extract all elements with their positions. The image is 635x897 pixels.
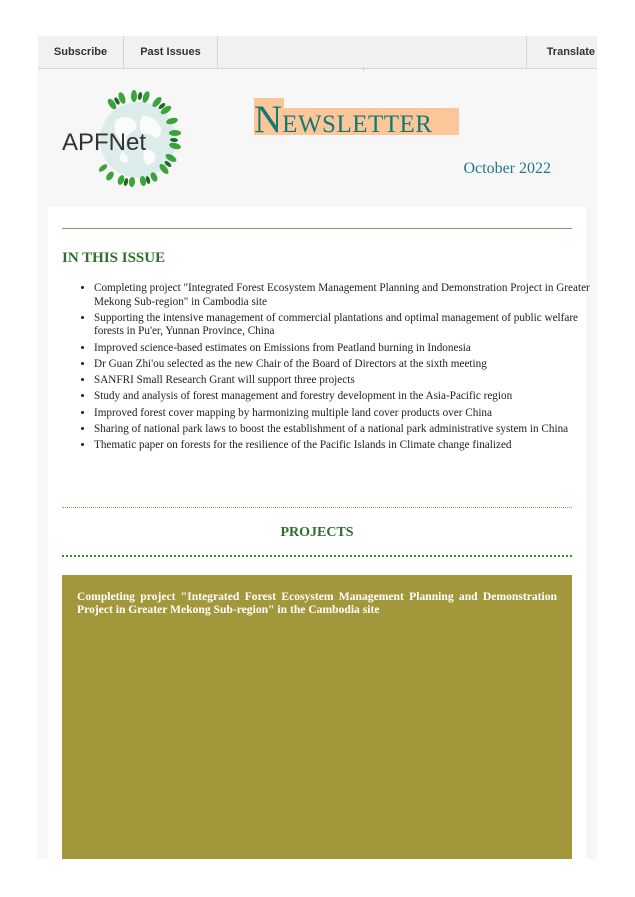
title-initial: N — [254, 98, 283, 141]
subscribe-link[interactable]: Subscribe — [38, 36, 124, 68]
list-item: • Supporting the intensive management of commercial plantations and optimal management of public welfare forests in Pu'er, Yunnan Province, China — [94, 312, 592, 339]
dotted-divider — [62, 507, 572, 508]
apfnet-logo-icon — [60, 90, 190, 190]
apfnet-logo — [60, 90, 190, 190]
project-feature-box — [62, 575, 572, 859]
projects-heading: PROJECTS — [280, 525, 354, 540]
list-item: • Study and analysis of forest management and forestry development in the Asia-Pacific region — [94, 390, 592, 404]
title-rest: EWSLETTER — [282, 111, 433, 138]
list-item: • Sharing of national park laws to boost the establishment of a national park administrative system in China — [94, 423, 592, 437]
content-card — [48, 207, 590, 859]
past-issues-link[interactable]: Past Issues — [124, 36, 218, 68]
list-item: • Improved science-based estimates on Emissions from Peatland burning in Indonesia — [94, 342, 592, 356]
project-feature-title: Completing project "Integrated Forest Ecosystem Management Planning and Demonstration Project in Greater Mekong Sub-region" in the Cambodia site — [77, 590, 557, 617]
newsletter-title — [254, 96, 459, 141]
in-this-issue-heading: IN THIS ISSUE — [62, 250, 166, 266]
translate-link[interactable]: Translate — [526, 36, 597, 68]
divider-line — [62, 228, 572, 229]
issue-date: October 2022 — [463, 160, 551, 177]
list-item: • Dr Guan Zhi'ou selected as the new Chair of the Board of Directors at the sixth meeting — [94, 358, 592, 372]
apfnet-logo-text: APFNet — [62, 129, 147, 156]
topbar-divider — [363, 67, 364, 71]
issue-list — [78, 282, 592, 456]
top-navigation-bar — [38, 36, 597, 69]
list-item: • Thematic paper on forests for the resilience of the Pacific Islands in Climate change finalized — [94, 439, 592, 453]
newsletter-page — [38, 36, 597, 859]
list-item: • SANFRI Small Research Grant will support three projects — [94, 374, 592, 388]
dotted-divider-green — [62, 555, 572, 557]
list-item: • Improved forest cover mapping by harmonizing multiple land cover products over China — [94, 407, 592, 421]
list-item: • Completing project "Integrated Forest Ecosystem Management Planning and Demonstration Project in Greater Mekong Sub-region" in Cambodia site — [94, 282, 592, 309]
